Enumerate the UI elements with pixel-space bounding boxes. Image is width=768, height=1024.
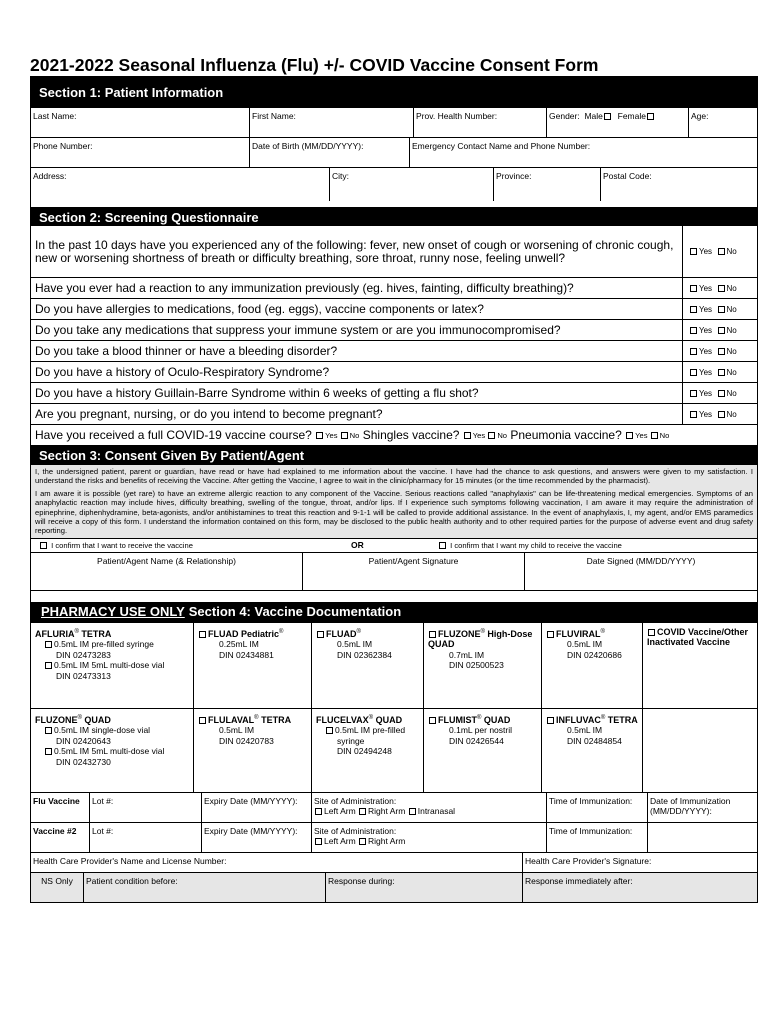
yes-checkbox[interactable] [690, 327, 697, 334]
city-field[interactable]: City: [329, 168, 493, 201]
yes-no-answer: Yes No [682, 383, 757, 403]
vac2-lot-field[interactable]: Lot #: [89, 823, 201, 852]
screening-questions [31, 225, 757, 424]
screening-question-row [31, 225, 757, 277]
phone-field[interactable]: Phone Number: [33, 141, 93, 151]
pneumonia-yes-checkbox[interactable] [626, 432, 633, 439]
confirm-self-checkbox[interactable] [40, 542, 47, 549]
vaccine-checkbox[interactable] [547, 631, 554, 638]
female-checkbox[interactable] [647, 113, 654, 120]
section3-heading: Section 3: Consent Given By Patient/Agent [31, 445, 757, 465]
no-checkbox[interactable] [718, 306, 725, 313]
flu-site-field: Site of Administration: Left Arm Right Arm Intranasal [311, 793, 546, 822]
date-signed-field[interactable]: Date Signed (MM/DD/YYYY) [524, 553, 757, 590]
covid-yes-checkbox[interactable] [316, 432, 323, 439]
vac2-expiry-field[interactable]: Expiry Date (MM/YYYY): [201, 823, 311, 852]
pneumonia-no-checkbox[interactable] [651, 432, 658, 439]
screening-question-row [31, 277, 757, 298]
vaccine-option: COVID Vaccine/Other Inactivated Vaccine [642, 623, 757, 708]
question-text: Do you have a history of Oculo-Respiratory Syndrome? [35, 364, 330, 379]
signature-row [31, 552, 757, 590]
vac2-site-field: Site of Administration: Left Arm Right Arm [311, 823, 546, 852]
flu-left-arm-checkbox[interactable] [315, 808, 322, 815]
vac2-right-arm-checkbox[interactable] [359, 838, 366, 845]
male-checkbox[interactable] [604, 113, 611, 120]
vaccine-option: INFLUVAC® TETRA 0.5mL IM DIN 02484854 [541, 709, 642, 792]
vaccine-2-label: Vaccine #2 [33, 825, 77, 836]
vaccine-2-row [31, 822, 757, 852]
vaccine-option: FLULAVAL® TETRA 0.5mL IM DIN 02420783 [193, 709, 311, 792]
section1-heading: Section 1: Patient Information [31, 77, 757, 107]
flu-right-arm-checkbox[interactable] [359, 808, 366, 815]
vaccine-option: AFLURIA® TETRA 0.5mL IM pre-filled syringe DIN 02473283 0.5mL IM 5mL multi-dose vial DIN 02473313 [35, 628, 165, 681]
flu-time-field[interactable]: Time of Immunization: [546, 793, 647, 822]
screening-question-row [31, 382, 757, 403]
yes-no-answer: Yes No [682, 320, 757, 340]
patient-row-2 [31, 137, 757, 167]
or-label: OR [351, 540, 364, 551]
no-checkbox[interactable] [718, 390, 725, 397]
format-checkbox[interactable] [45, 662, 52, 669]
vaccine-row-1 [31, 622, 757, 708]
vaccine-option: FLUAD® 0.5mL IM DIN 02362384 [311, 623, 423, 708]
question-text: In the past 10 days have you experienced any of the following: fever, new onset of cough or worsening of chronic cough, new or worsening shortness of breath or difficulty breathing, sore throat, runny nose, feeling unwell? [35, 237, 674, 265]
flu-vaccine-row [31, 792, 757, 822]
yes-no-answer: Yes No [682, 299, 757, 319]
confirm-child-checkbox[interactable] [439, 542, 446, 549]
format-checkbox[interactable] [45, 641, 52, 648]
shingles-yes-checkbox[interactable] [464, 432, 471, 439]
vaccine-checkbox[interactable] [429, 631, 436, 638]
yes-checkbox[interactable] [690, 411, 697, 418]
flu-expiry-field[interactable]: Expiry Date (MM/YYYY): [201, 793, 311, 822]
no-checkbox[interactable] [718, 411, 725, 418]
yes-no-answer: Yes No [682, 278, 757, 298]
question-text: Do you take a blood thinner or have a bleeding disorder? [35, 343, 338, 358]
form-body [30, 76, 758, 903]
flu-vaccine-label: Flu Vaccine [33, 795, 80, 806]
vaccine-history-row: Have you received a full COVID-19 vaccine course? Yes No Shingles vaccine? Yes No Pneumonia vaccine? Yes No [31, 424, 757, 445]
screening-question-row [31, 361, 757, 382]
yes-checkbox[interactable] [690, 390, 697, 397]
date-of-immunization-field[interactable]: Date of Immunization (MM/DD/YYYY): [647, 793, 757, 822]
vaccine-checkbox[interactable] [317, 631, 324, 638]
ns-only-row [31, 872, 757, 902]
yes-checkbox[interactable] [690, 248, 697, 255]
patient-row-1 [31, 107, 757, 137]
consent-form-page [30, 55, 758, 903]
no-checkbox[interactable] [718, 248, 725, 255]
no-checkbox[interactable] [718, 369, 725, 376]
flu-lot-field[interactable]: Lot #: [89, 793, 201, 822]
yes-checkbox[interactable] [690, 285, 697, 292]
provider-name-field[interactable]: Health Care Provider's Name and License Number: [33, 855, 227, 866]
agent-name-field[interactable]: Patient/Agent Name (& Relationship) [97, 555, 236, 566]
question-text: Are you pregnant, nursing, or do you intend to become pregnant? [35, 406, 383, 421]
question-text: Do you have a history Guillain-Barre Syndrome within 6 weeks of getting a flu shot? [35, 385, 479, 400]
format-checkbox[interactable] [45, 748, 52, 755]
first-name-field[interactable]: First Name: [249, 108, 413, 137]
gender-field[interactable]: Gender: Male Female [546, 108, 688, 137]
emergency-contact-field[interactable]: Emergency Contact Name and Phone Number: [409, 138, 757, 167]
flu-intranasal-checkbox[interactable] [409, 808, 416, 815]
patient-row-3 [31, 167, 757, 201]
question-text: Do you have allergies to medications, food (eg. eggs), vaccine components or latex? [35, 301, 484, 316]
format-checkbox[interactable] [45, 727, 52, 734]
age-field[interactable]: Age: [688, 108, 757, 137]
vaccine-checkbox[interactable] [429, 717, 436, 724]
vaccine-option: FLUMIST® QUAD 0.1mL per nostril DIN 02426544 [423, 709, 541, 792]
province-field[interactable]: Province: [493, 168, 600, 201]
screening-question-row [31, 298, 757, 319]
vac2-left-arm-checkbox[interactable] [315, 838, 322, 845]
dob-field[interactable]: Date of Birth (MM/DD/YYYY): [249, 138, 409, 167]
vaccine-checkbox[interactable] [199, 717, 206, 724]
covid-no-checkbox[interactable] [341, 432, 348, 439]
vaccine-option: FLUAD Pediatric® 0.25mL IM DIN 02434881 [193, 623, 311, 708]
ns-only-label: NS Only [41, 875, 73, 886]
consent-paragraph-1: I, the undersigned patient, parent or guardian, have read or have had explained to me information about the vaccine. I have had the chance to ask questions, and answers were given to my satisfaction. I understand the risks and benefits of receiving the Vaccine. After getting the Vaccine, I agree to wait in the clinic/pharmacy for 15 minutes (or the time recommended by the pharmacist). [31, 465, 757, 488]
yes-no-answer: Yes No [682, 404, 757, 424]
agent-signature-field[interactable]: Patient/Agent Signature [302, 553, 524, 590]
form-title: 2021-2022 Seasonal Influenza (Flu) +/- COVID Vaccine Consent Form [30, 55, 599, 75]
vaccine-option: FLUZONE® QUAD 0.5mL IM single-dose vial DIN 02420643 0.5mL IM 5mL multi-dose vial DIN 02432730 [35, 714, 165, 767]
yes-checkbox[interactable] [690, 369, 697, 376]
format-checkbox[interactable] [326, 727, 333, 734]
shingles-no-checkbox[interactable] [488, 432, 495, 439]
provider-row [31, 852, 757, 872]
condition-before-field[interactable]: Patient condition before: [83, 873, 325, 902]
yes-no-answer: Yes No [682, 226, 757, 277]
yes-no-answer: Yes No [682, 341, 757, 361]
vaccine-row-2 [31, 708, 757, 792]
vaccine-checkbox[interactable] [199, 631, 206, 638]
section4-heading: PHARMACY USE ONLY Section 4: Vaccine Documentation [31, 602, 757, 622]
no-checkbox[interactable] [718, 285, 725, 292]
question-text: Have you ever had a reaction to any immunization previously (eg. hives, fainting, difficulty breathing)? [35, 280, 574, 295]
response-after-field[interactable]: Response immediately after: [522, 873, 757, 902]
no-checkbox[interactable] [718, 348, 725, 355]
vaccine-checkbox[interactable] [547, 717, 554, 724]
yes-no-answer: Yes No [682, 362, 757, 382]
last-name-field[interactable]: Last Name: [33, 111, 77, 121]
screening-question-row [31, 340, 757, 361]
pharmacy-only-label: PHARMACY USE ONLY [41, 604, 185, 620]
vac2-time-field[interactable]: Time of Immunization: [546, 823, 647, 852]
yes-checkbox[interactable] [690, 306, 697, 313]
health-number-field[interactable]: Prov. Health Number: [413, 108, 546, 137]
screening-question-row [31, 319, 757, 340]
question-text: Do you take any medications that suppress your immune system or are you immunocompromised? [35, 322, 561, 337]
postal-code-field[interactable]: Postal Code: [600, 168, 757, 201]
response-during-field[interactable]: Response during: [325, 873, 522, 902]
vaccine-option: FLUVIRAL® 0.5mL IM DIN 02420686 [541, 623, 642, 708]
provider-signature-field[interactable]: Health Care Provider's Signature: [522, 853, 757, 872]
screening-question-row [31, 403, 757, 424]
vaccine-checkbox[interactable] [648, 629, 655, 636]
vaccine-option: FLUZONE® High-Dose QUAD 0.7mL IM DIN 02500523 [423, 623, 541, 708]
address-field[interactable]: Address: [33, 171, 67, 181]
consent-paragraph-2: I am aware it is possible (yet rare) to have an extreme allergic reaction to any component of the Vaccine. Serious reactions called "anaphylaxis" can be life-threatening medical emergencies. Symptoms of an anaphylactic reaction may include hives, difficulty breathing, swelling of the tongue, throat, and/or lips. If I experience such symptoms following vaccination, I am aware it may require the administration of epinephrine, diphenhydramine, beta-agonists, and/or antihistamines to treat this reaction and 9-1-1 will be called to provide additional assistance. In the event of anaphylaxis, I, my agent, and/or EMS paramedics will receive a copy of this form. I understand the information contained on this form, may be disclosed to the public health authority and to other required parties for the purpose of adverse event and drug safety reporting. [31, 488, 757, 538]
vaccine-option: FLUCELVAX® QUAD 0.5mL IM pre-filled syringe DIN 02494248 [311, 709, 423, 792]
no-checkbox[interactable] [718, 327, 725, 334]
confirm-row: I confirm that I want to receive the vaccine OR I confirm that I want my child to receive the vaccine [31, 538, 757, 552]
section2-heading: Section 2: Screening Questionnaire [31, 207, 757, 225]
yes-checkbox[interactable] [690, 348, 697, 355]
